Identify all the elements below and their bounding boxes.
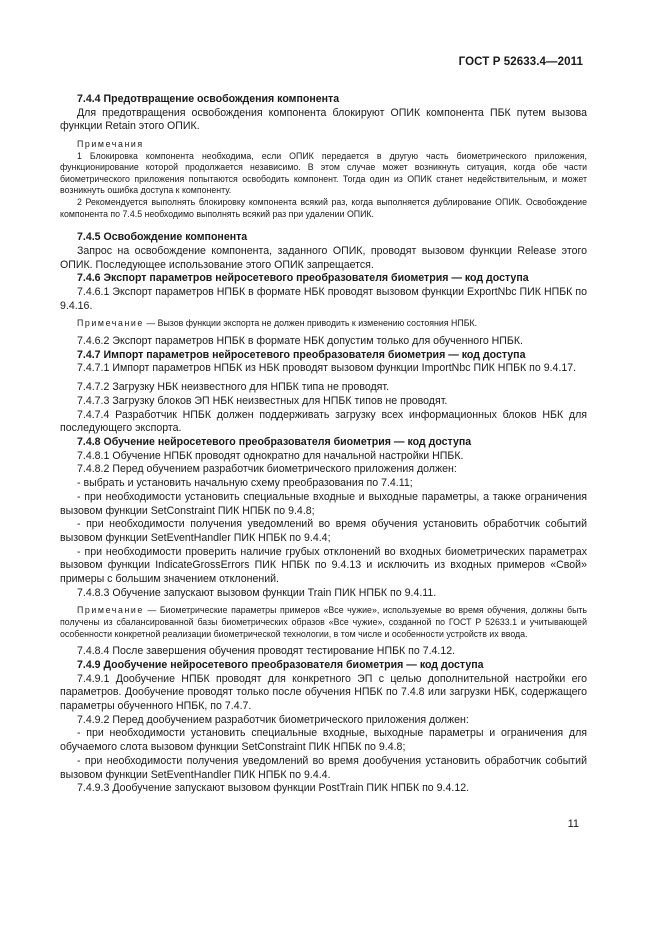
- para-7-4-7-2: 7.4.7.2 Загрузку НБК неизвестного для НПБК типа не проводят.: [77, 381, 390, 394]
- list-item-7-4-9-a: - при необходимости установить специальные входные, выходные параметры и ограничения для обучаемого слота вызовом функции SetConstraint ПИК НПБК по 9.4.8;: [60, 727, 587, 754]
- para-7-4-7-3: 7.4.7.3 Загрузку блоков ЭП НБК неизвестных для НПБК типов не проводят.: [77, 394, 448, 407]
- list-item-7-4-8-d: - при необходимости проверить наличие грубых отклонений во входных биометрических параметрах вызовом функции IndicateGrossErrors ПИК НПБК по 9.4.13 и исключить из входных примеров «Свой» примеры с большим значением отклонений.: [60, 545, 587, 586]
- para-7-4-8-3: 7.4.8.3 Обучение запускают вызовом функции Train ПИК НПБК по 9.4.11.: [77, 586, 437, 599]
- note-7-4-6: [60, 318, 587, 330]
- para-7-4-8-1: 7.4.8.1 Обучение НПБК проводят однократно для начальной настройки НПБК.: [77, 449, 464, 462]
- note-1: 1 Блокировка компонента необходима, если ОПИК передается в другую часть биометрического приложения, функционирование которой продолжается независимо. В этом случае может возникнуть ситуация, когда обе части биометрического приложения попытаются освободить компонент. Тогда один из ОПИК станет недействительным, и может возникнуть ошибка доступа к компоненту.: [60, 150, 587, 196]
- list-item-7-4-8-a: - выбрать и установить начальную схему преобразования по 7.4.11;: [77, 477, 413, 490]
- para-7-4-6-1: 7.4.6.1 Экспорт параметров НПБК в формате НБК проводят вызовом функции ExportNbc ПИК НПБК по 9.4.16.: [60, 286, 587, 312]
- para-7-4-9-3: 7.4.9.3 Дообучение запускают вызовом функции PostTrain ПИК НПБК по 9.4.12.: [77, 782, 470, 795]
- para-7-4-9-2: 7.4.9.2 Перед дообучением разработчик биометрического приложения должен:: [77, 713, 469, 726]
- list-item-7-4-9-b: - при необходимости получения уведомлений во время дообучения установить обработчик событий вызовом функции SetEventHandler ПИК НПБК по 9.4.4.: [60, 754, 587, 781]
- para-7-4-9-1: 7.4.9.1 Дообучение НПБК проводят для конкретного ЭП с целью дополнительной настройки его параметров. Дообучение проводят только после обучения НПБК по 7.4.8 или загрузки НБК, содержащего параметры обученного НПБК, по 7.4.7.: [60, 672, 587, 713]
- page-content: [60, 93, 587, 796]
- section-7-4-7-heading: 7.4.7 Импорт параметров нейросетевого преобразователя биометрия — код доступа: [77, 348, 526, 361]
- list-item-7-4-8-b: - при необходимости установить специальные входные и выходные параметры, а также ограничения вызовом функции SetConstraint ПИК НПБК по 9.4.8;: [60, 490, 587, 517]
- note-text: — Биометрические параметры примеров «Все чужие», используемые во время обучения, должны быть получены из сбалансированной базы биометрических образов «Все чужие», созданной по ГОСТ Р 52633.1 и учитывающей особенности конкретной реализации биометрической технологии, в том числе и особенности устройств их ввода.: [60, 605, 587, 639]
- para-7-4-6-2: 7.4.6.2 Экспорт параметров НПБК в формате НБК допустим только для обученного НПБК.: [77, 335, 523, 348]
- note-2: 2 Рекомендуется выполнять блокировку компонента всякий раз, когда выполняется дублирование ОПИК. Освобождение компонента по 7.4.5 необходимо выполнять всякий раз при удалении ОПИК.: [60, 197, 587, 219]
- note-label: Примечание: [77, 605, 144, 616]
- page-number: 11: [567, 818, 579, 830]
- note-7-4-8: [60, 605, 587, 640]
- section-7-4-4-heading: 7.4.4 Предотвращение освобождения компонента: [77, 93, 340, 105]
- para-7-4-8-4: 7.4.8.4 После завершения обучения проводят тестирование НПБК по 7.4.12.: [77, 645, 456, 658]
- section-7-4-5-heading: 7.4.5 Освобождение компонента: [77, 231, 248, 244]
- section-7-4-4-text: Для предотвращения освобождения компонента блокируют ОПИК компонента ПБК путем вызова функции Retain этого ОПИК.: [60, 106, 587, 133]
- section-7-4-8-heading: 7.4.8 Обучение нейросетевого преобразователя биометрия — код доступа: [77, 436, 472, 448]
- para-7-4-8-2: 7.4.8.2 Перед обучением разработчик биометрического приложения должен:: [77, 463, 457, 476]
- list-item-7-4-8-c: - при необходимости получения уведомлений во время обучения установить обработчик событий вызовом функции SetEventHandler ПИК НПБК по 9.4.4;: [60, 518, 587, 544]
- note-text: — Вызов функции экспорта не должен приводить к изменению состояния НПБК.: [143, 318, 478, 329]
- notes-heading: Примечания: [77, 139, 144, 150]
- note-label: Примечание: [77, 318, 144, 329]
- section-7-4-6-heading: 7.4.6 Экспорт параметров нейросетевого преобразователя биометрия — код доступа: [77, 272, 529, 285]
- document-id-header: ГОСТ Р 52633.4—2011: [458, 56, 583, 68]
- section-7-4-9-heading: 7.4.9 Дообучение нейросетевого преобразователя биометрия — код доступа: [77, 658, 484, 671]
- para-7-4-7-4: 7.4.7.4 Разработчик НПБК должен поддерживать загрузку всех информационных блоков НБК для последующего экспорта.: [60, 408, 587, 435]
- section-7-4-5-text: Запрос на освобождение компонента, заданного ОПИК, проводят вызовом функции Release этого ОПИК. Последующее использование этого ОПИК запрещается.: [60, 244, 587, 271]
- para-7-4-7-1: 7.4.7.1 Импорт параметров НПБК из НБК проводят вызовом функции ImportNbc ПИК НПБК по 9.4.17.: [77, 362, 577, 375]
